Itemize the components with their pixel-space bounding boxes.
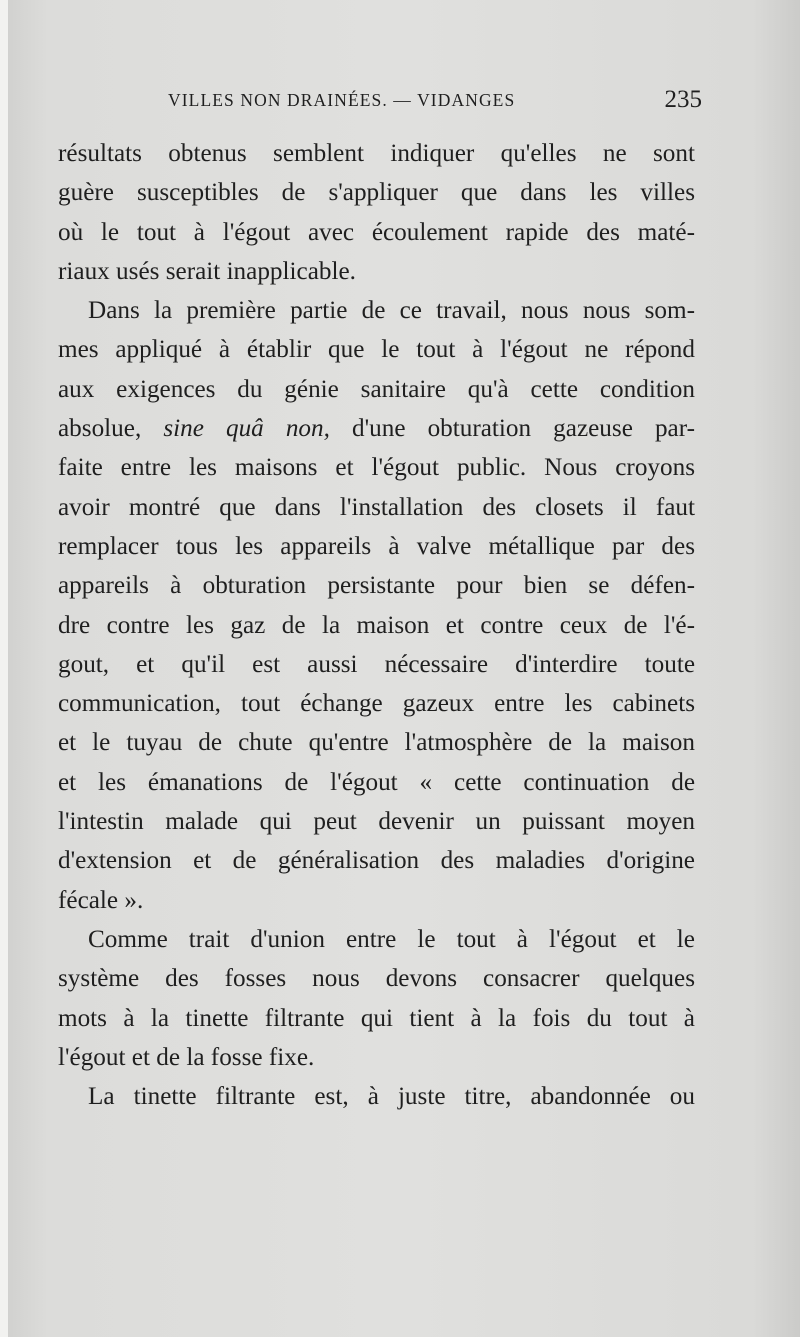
text-line: l'intestin malade qui peut devenir un puissant moyen	[58, 808, 695, 836]
page-number: 235	[664, 86, 702, 113]
text-line: et le tuyau de chute qu'entre l'atmosphère de la maison	[58, 729, 695, 757]
italic-phrase: sine quâ non,	[163, 415, 330, 443]
text-line: mots à la tinette filtrante qui tient à la fois du tout à	[58, 1004, 695, 1032]
text-line: appareils à obturation persistante pour bien se défen-	[58, 572, 695, 600]
text-line: système des fosses nous devons consacrer quelques	[58, 965, 695, 993]
text-line: d'extension et de généralisation des maladies d'origine	[58, 847, 695, 875]
body-text	[58, 134, 695, 1116]
text-line: et les émanations de l'égout « cette continuation de	[58, 768, 695, 796]
text-line: faite entre les maisons et l'égout public. Nous croyons	[58, 454, 695, 482]
text-line: dre contre les gaz de la maison et contre ceux de l'é-	[58, 611, 695, 639]
text-line: fécale ».	[58, 886, 144, 914]
text-line: riaux usés serait inapplicable.	[58, 257, 356, 285]
text-line: l'égout et de la fosse fixe.	[58, 1043, 315, 1071]
text-line: gout, et qu'il est aussi nécessaire d'interdire toute	[58, 650, 695, 678]
text-line: résultats obtenus semblent indiquer qu'elles ne sont	[58, 140, 695, 167]
text-line: aux exigences du génie sanitaire qu'à cette condition	[58, 375, 695, 403]
page-edge	[0, 0, 8, 1337]
text-line: mes appliqué à établir que le tout à l'égout ne répond	[58, 336, 695, 364]
running-head	[160, 86, 710, 116]
text-line: Dans la première partie de ce travail, nous nous som-	[88, 297, 695, 325]
text-segment: d'une obturation gazeuse par-	[352, 415, 696, 443]
text-line: communication, tout échange gazeux entre les cabinets	[58, 690, 695, 718]
text-line: Comme trait d'union entre le tout à l'égout et le	[88, 925, 695, 953]
running-head-title: VILLES NON DRAINÉES. — VIDANGES	[168, 90, 516, 110]
text-line: remplacer tous les appareils à valve métallique par des	[58, 532, 695, 560]
text-line: avoir montré que dans l'installation des closets il faut	[58, 493, 695, 521]
text-line: La tinette filtrante est, à juste titre, abandonnée ou	[88, 1083, 695, 1111]
text-line	[58, 409, 695, 448]
text-line: guère susceptibles de s'appliquer que dans les villes	[58, 179, 695, 207]
text-segment: absolue,	[58, 415, 142, 443]
text-line: où le tout à l'égout avec écoulement rapide des maté-	[58, 218, 695, 246]
